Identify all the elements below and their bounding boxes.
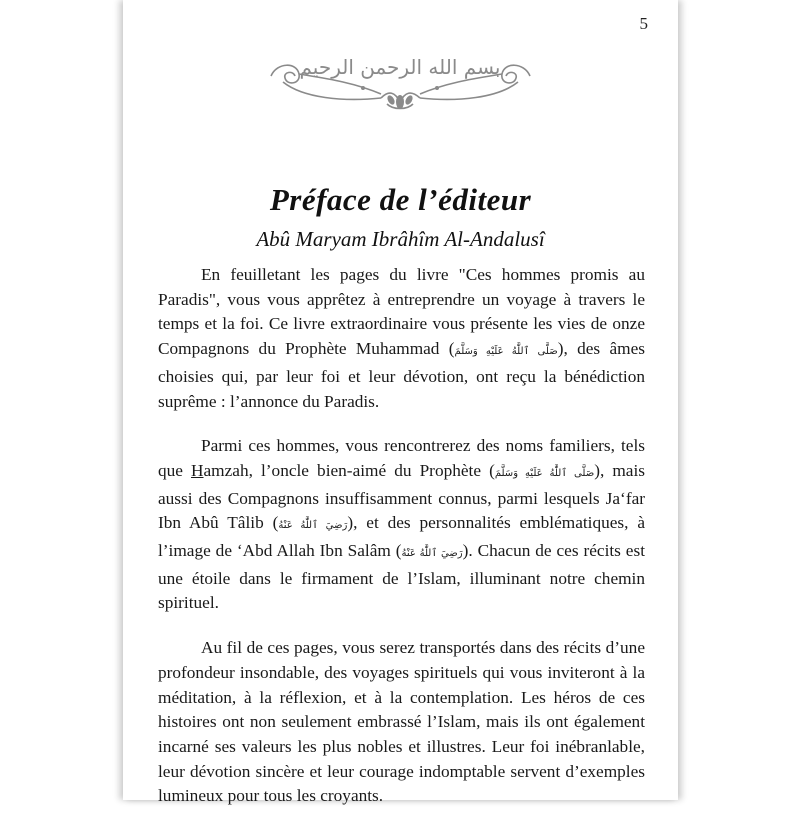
paragraph-3: Au fil de ces pages, vous serez transportés dans des récits d’une profondeur insondable, des voyages spirituels qui vous inviteront à la méditation, à la réflexion, et à la contemplation. Les héros de ces histoires ont non seulement embrassé l’Islam, mais ils ont également incarné ses valeurs les plus nobles et illustres. Leur foi inébranlable, leur dévotion sincère et leur courage indomptable servent d’exemples lumineux pour tous les croyants. — [158, 638, 645, 806]
honorific-glyph: رَضِيَ ٱللَّٰهُ عَنْهُ — [278, 520, 348, 532]
author-name: Abû Maryam Ibrâhîm Al-Andalusî — [256, 227, 545, 251]
page-title: Préface de l’éditeur — [269, 182, 532, 217]
svg-text:بسم الله الرحمن الرحيم: بسم الله الرحمن الرحيم — [299, 55, 501, 79]
honorific-glyph: صَلَّى ٱللَّٰهُ عَلَيْهِ وَسَلَّمَ — [494, 467, 595, 479]
honorific-glyph: صَلَّى ٱللَّٰهُ عَلَيْهِ وَسَلَّمَ — [454, 346, 558, 358]
book-page — [123, 0, 678, 806]
paragraph-2: Parmi ces hommes, vous rencontrerez des noms familiers, tels que Hamzah, l’oncle bien-aimé du Prophète (صَلَّى ٱللَّٰهُ عَلَيْهِ وَسَلَّمَ), mais aussi des Compagnons insuffisamment connus, parmi lesquels Ja‘far Ibn Abû Tâlib (رَضِيَ ٱللَّٰهُ عَنْهُ), et des personnalités emblématiques, à l’image de ‘Abd Allah Ibn Salâm (رَضِيَ ٱللَّٰهُ عَنْهُ). Chacun de ces récits est une étoile dans le firmament de l’Islam, illuminant notre chemin spirituel. — [158, 436, 646, 613]
page-number: 5 — [639, 14, 648, 33]
basmala-ornament-icon — [263, 42, 538, 114]
paragraph-1: En feuilletant les pages du livre "Ces hommes promis au Paradis", vous vous apprêtez à entreprendre un voyage à travers le temps et la foi. Ce livre extraordinaire vous présente les vies de onze Compagnons du Prophète Muhammad (صَلَّى ٱللَّٰهُ عَلَيْهِ وَسَلَّمَ), des âmes choisies qui, par leur foi et leur dévotion, ont reçu la bénédiction suprême : l’annonce du Paradis. — [158, 265, 645, 411]
honorific-glyph: رَضِيَ ٱللَّٰهُ عَنْهُ — [401, 548, 463, 560]
preface-body — [158, 263, 645, 829]
